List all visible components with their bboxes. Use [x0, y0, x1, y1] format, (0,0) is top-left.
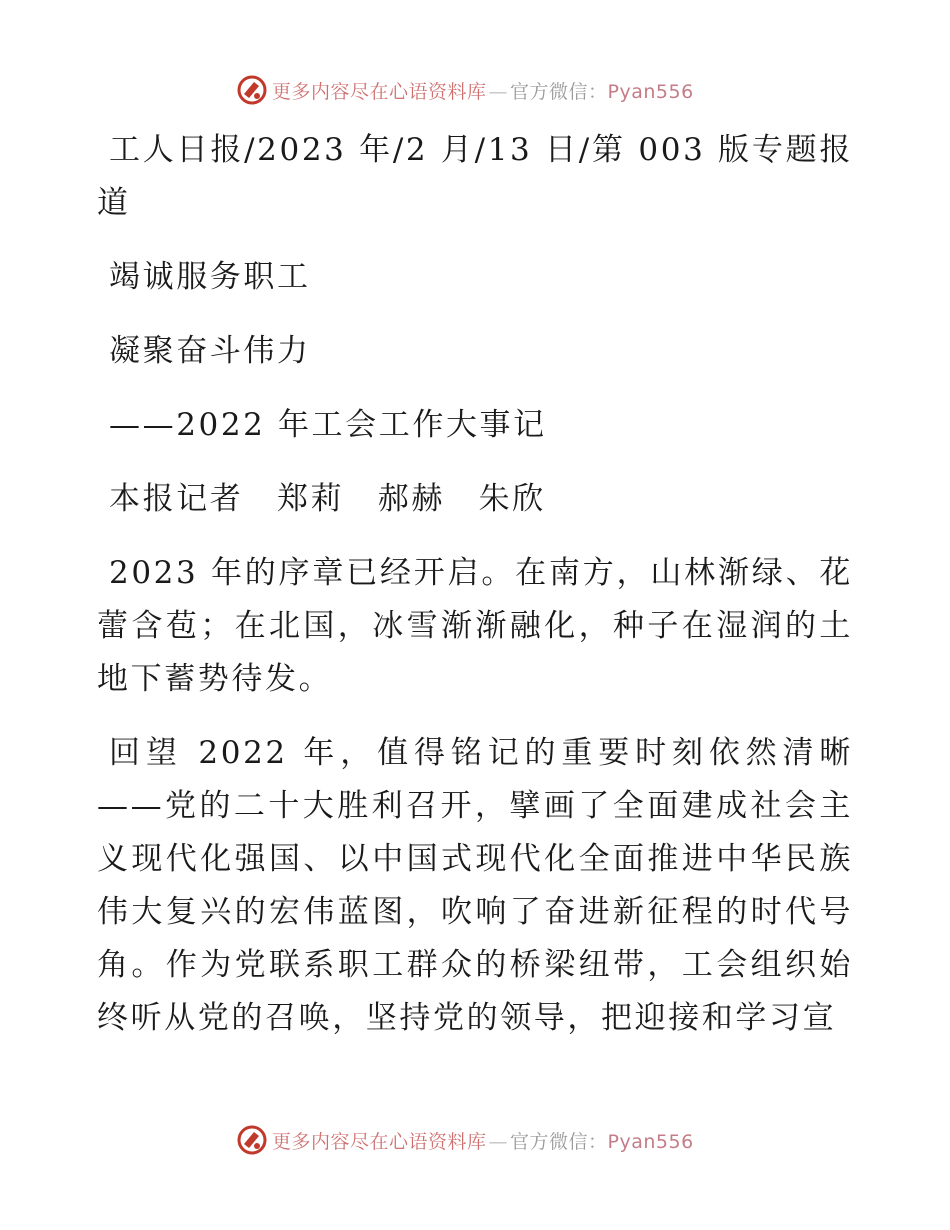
watermark-label: 官方微信： — [510, 1130, 608, 1153]
article-paragraph: 回望 2022 年，值得铭记的重要时刻依然清晰——党的二十大胜利召开，擘画了全面建成社会主义现代化强国、以中国式现代化全面推进中华民族伟大复兴的宏伟蓝图，吹响了奋进新征程的时代号角。作为党联系职工群众的桥梁纽带，工会组织始终听从党的召唤，坚持党的领导，把迎接和学习宣 — [97, 735, 853, 1036]
watermark-handle: Pyan556 — [607, 1130, 694, 1153]
watermark-main-text: 更多内容尽在心语资料库 — [272, 1130, 487, 1153]
watermark-main-text: 更多内容尽在心语资料库 — [272, 80, 487, 103]
watermark-dash: — — [488, 1130, 509, 1153]
article-subheadline: ——2022 年工会工作大事记 — [109, 407, 547, 443]
article-byline: 本报记者 郑莉 郝赫 朱欣 — [109, 481, 546, 517]
watermark-banner-top — [236, 73, 694, 107]
article-paragraph: 2023 年的序章已经开启。在南方，山林渐绿、花蕾含苞；在北国，冰雪渐渐融化，种子在湿润的土地下蓄势待发。 — [97, 555, 853, 697]
article-body — [97, 124, 853, 1045]
article-source-line: 工人日报/2023 年/2 月/13 日/第 003 版专题报道 — [97, 132, 853, 221]
red-circle-seal-icon — [236, 1124, 268, 1156]
article-headline-1: 竭诚服务职工 — [109, 259, 311, 295]
watermark-banner-bottom — [236, 1123, 694, 1157]
red-circle-seal-icon — [236, 74, 268, 106]
watermark-text — [272, 1127, 694, 1154]
watermark-dash: — — [488, 80, 509, 103]
watermark-label: 官方微信： — [510, 80, 608, 103]
watermark-text — [272, 77, 694, 104]
article-headline-2: 凝聚奋斗伟力 — [109, 333, 311, 369]
watermark-handle: Pyan556 — [607, 80, 694, 103]
